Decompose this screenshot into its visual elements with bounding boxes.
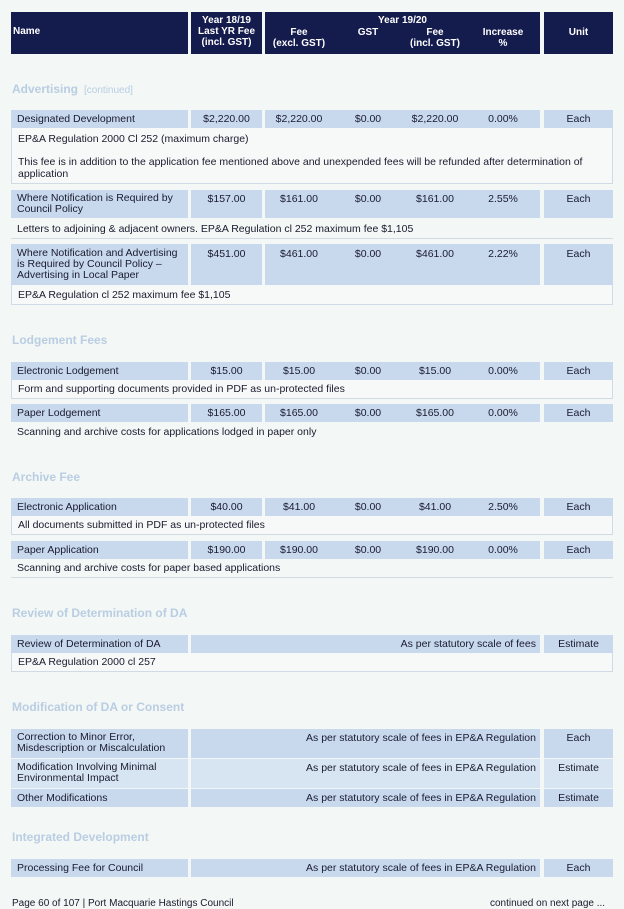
section-title-advertising — [12, 82, 133, 96]
gst-value: $0.00 — [354, 501, 382, 513]
fee-row-unit: Estimate — [544, 759, 613, 788]
fee-incl-value: $190.00 — [416, 544, 454, 556]
fee-row-name: Modification Involving Minimal Environmental Impact — [11, 759, 188, 788]
fee-row-unit: Estimate — [544, 789, 613, 807]
fee-row-unit: Each — [544, 190, 613, 218]
fee-row-unit: Each — [544, 362, 613, 380]
note-text: Form and supporting documents provided in PDF as un-protected files — [18, 383, 345, 395]
col-header-fee-excl: Fee (excl. GST) — [272, 27, 326, 49]
fee-row-name: Correction to Minor Error, Misdescription or Miscalculation — [11, 729, 188, 758]
fee-row-name: Review of Determination of DA — [11, 635, 188, 653]
fee-row-statutory: As per statutory scale of fees in EP&A Regulation — [191, 789, 540, 807]
increase-value: 2.55% — [488, 193, 518, 205]
fee-row-name: Other Modifications — [11, 789, 188, 807]
divider — [11, 238, 613, 239]
fee-row-name: Paper Lodgement — [11, 404, 188, 422]
fee-row-notes — [11, 128, 613, 184]
fee-incl-value: $161.00 — [416, 193, 454, 205]
col-header-increase: Increase % — [482, 27, 524, 49]
fee-row-name: Processing Fee for Council — [11, 859, 188, 877]
col-header-name — [11, 12, 188, 54]
increase-value: 2.22% — [488, 248, 518, 260]
gst-value: $0.00 — [354, 113, 382, 125]
fee-excl-value: $461.00 — [280, 248, 318, 260]
fee-excl-value: $41.00 — [282, 501, 316, 513]
col-header-year-group — [265, 12, 540, 54]
fee-row-unit: Each — [544, 244, 613, 285]
increase-value: 2.50% — [488, 501, 518, 513]
fee-incl-value: $2,220.00 — [411, 113, 459, 125]
fee-excl-value: $15.00 — [282, 365, 316, 377]
col-header-fee-incl: Fee (incl. GST) — [410, 27, 460, 49]
increase-value: 0.00% — [488, 365, 518, 377]
note-text: Letters to adjoining & adjacent owners. EP&A Regulation cl 252 maximum fee $1,105 — [17, 223, 414, 235]
fee-row-unit: Estimate — [544, 635, 613, 653]
note-text: Scanning and archive costs for paper based applications — [17, 562, 281, 574]
fee-row-notes — [11, 285, 613, 305]
gst-value: $0.00 — [354, 248, 382, 260]
fee-excl-value: $161.00 — [280, 193, 318, 205]
fee-row-values — [265, 244, 540, 285]
footer-continued: continued on next page ... — [490, 898, 606, 909]
col-header-year: Year 19/20 — [378, 15, 427, 26]
fee-row-notes — [11, 516, 613, 535]
fee-row-last-year: $451.00 — [191, 244, 262, 285]
section-title-lodgement: Lodgement Fees — [12, 333, 108, 347]
increase-value: 0.00% — [488, 113, 518, 125]
fee-row-last-year: $157.00 — [191, 190, 262, 218]
note-text: All documents submitted in PDF as un-protected files — [18, 519, 265, 531]
gst-value: $0.00 — [354, 407, 382, 419]
fee-row-unit: Each — [544, 859, 613, 877]
footer-page-info: Page 60 of 107 | Port Macquarie Hastings Council — [12, 898, 234, 909]
fee-incl-value: $461.00 — [416, 248, 454, 260]
note-text: EP&A Regulation 2000 Cl 252 (maximum charge) — [18, 133, 249, 145]
fee-row-name: Where Notification is Required by Council Policy — [11, 190, 188, 218]
fee-row-last-year: $40.00 — [191, 498, 262, 516]
col-header-last-year: Year 18/19 Last YR Fee (incl. GST) — [191, 12, 262, 54]
fee-row-statutory: As per statutory scale of fees in EP&A Regulation — [191, 859, 540, 877]
fee-row-unit: Each — [544, 404, 613, 422]
col-header-unit: Unit — [544, 12, 613, 54]
gst-value: $0.00 — [354, 193, 382, 205]
divider — [11, 577, 613, 578]
fee-row-name: Electronic Lodgement — [11, 362, 188, 380]
note-text: EP&A Regulation 2000 cl 257 — [18, 656, 156, 668]
fee-row-last-year: $15.00 — [191, 362, 262, 380]
fee-row-values — [265, 110, 540, 128]
fee-row-last-year: $2,220.00 — [191, 110, 262, 128]
fee-row-name: Paper Application — [11, 541, 188, 559]
fee-row-values — [265, 404, 540, 422]
fee-row-unit: Each — [544, 110, 613, 128]
fee-row-values — [265, 362, 540, 380]
fee-excl-value: $165.00 — [280, 407, 318, 419]
fee-incl-value: $15.00 — [418, 365, 452, 377]
section-title-advertising-label: Advertising — [12, 82, 79, 96]
note-text: Scanning and archive costs for applications lodged in paper only — [17, 426, 317, 438]
fee-row-unit: Each — [544, 729, 613, 758]
fee-row-statutory: As per statutory scale of fees in EP&A Regulation — [191, 729, 540, 758]
fee-row-notes — [11, 653, 613, 672]
fee-incl-value: $41.00 — [418, 501, 452, 513]
fee-incl-value: $165.00 — [416, 407, 454, 419]
fee-excl-value: $190.00 — [280, 544, 318, 556]
fee-row-notes — [11, 380, 613, 399]
col-header-gst: GST — [357, 27, 379, 38]
fee-row-values — [265, 190, 540, 218]
fee-row-last-year: $165.00 — [191, 404, 262, 422]
fee-row-name: Designated Development — [11, 110, 188, 128]
fee-row-last-year: $190.00 — [191, 541, 262, 559]
section-title-modification: Modification of DA or Consent — [12, 700, 185, 714]
fee-row-statutory: As per statutory scale of fees in EP&A Regulation — [191, 759, 540, 788]
section-title-archive: Archive Fee — [12, 470, 81, 484]
section-title-review: Review of Determination of DA — [12, 606, 188, 620]
fee-row-name: Where Notification and Advertising is Required by Council Policy – Advertising in Local Paper — [11, 244, 188, 285]
fee-excl-value: $2,220.00 — [275, 113, 323, 125]
fee-row-values — [265, 541, 540, 559]
gst-value: $0.00 — [354, 544, 382, 556]
gst-value: $0.00 — [354, 365, 382, 377]
fee-row-statutory: As per statutory scale of fees — [191, 635, 540, 653]
fee-row-unit: Each — [544, 541, 613, 559]
col-header-name-label: Name — [13, 26, 41, 37]
increase-value: 0.00% — [488, 544, 518, 556]
section-title-integrated: Integrated Development — [12, 830, 149, 844]
fee-row-unit: Each — [544, 498, 613, 516]
increase-value: 0.00% — [488, 407, 518, 419]
fee-row-name: Electronic Application — [11, 498, 188, 516]
note-text: EP&A Regulation cl 252 maximum fee $1,105 — [18, 289, 231, 301]
note-text: This fee is in addition to the application fee mentioned above and unexpended fees will be refunded after determination of application — [18, 156, 583, 180]
continued-label: [continued] — [84, 85, 133, 96]
fee-row-values — [265, 498, 540, 516]
